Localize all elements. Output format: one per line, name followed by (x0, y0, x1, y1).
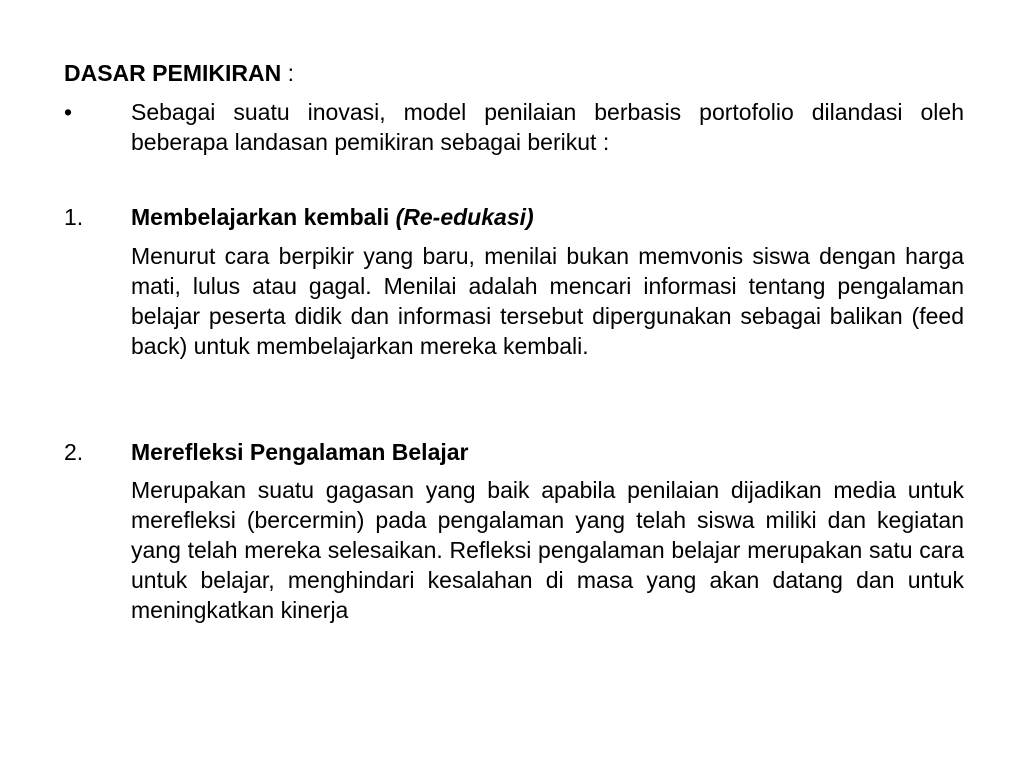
point-2-number: 2. (64, 439, 84, 465)
slide-heading (64, 58, 294, 88)
point-2-title (131, 437, 469, 467)
intro-bullet: • (64, 99, 73, 125)
point-1-number: 1. (64, 204, 84, 230)
heading-suffix: : (281, 60, 295, 86)
intro-paragraph: Sebagai suatu inovasi, model penilaian berbasis portofolio dilandasi oleh beberapa landasan pemikiran sebagai berikut : (131, 99, 964, 155)
point-2-body: Merupakan suatu gagasan yang baik apabila penilaian dijadikan media untuk merefleksi (bercermin) pada pengalaman yang telah siswa miliki dan kegiatan yang telah mereka selesaikan. Refleksi pengalaman belajar merupakan satu cara untuk belajar, menghindari kesalahan di masa yang akan datang dan untuk meningkatkan kinerja (131, 477, 964, 623)
point-1-body: Menurut cara berpikir yang baru, menilai bukan memvonis siswa dengan harga mati, lulus atau gagal. Menilai adalah mencari informasi tentang pengalaman belajar peserta didik dan informasi tersebut dipergunakan sebagai balikan (feed back) untuk membelajarkan mereka kembali. (131, 243, 964, 359)
point-2-title-text: Merefleksi Pengalaman Belajar (131, 439, 469, 465)
point-1-title-text: Membelajarkan kembali (131, 204, 396, 230)
point-1-title (131, 202, 534, 232)
point-1-title-italic: (Re-edukasi) (395, 204, 534, 230)
heading-title: DASAR PEMIKIRAN (64, 60, 282, 86)
